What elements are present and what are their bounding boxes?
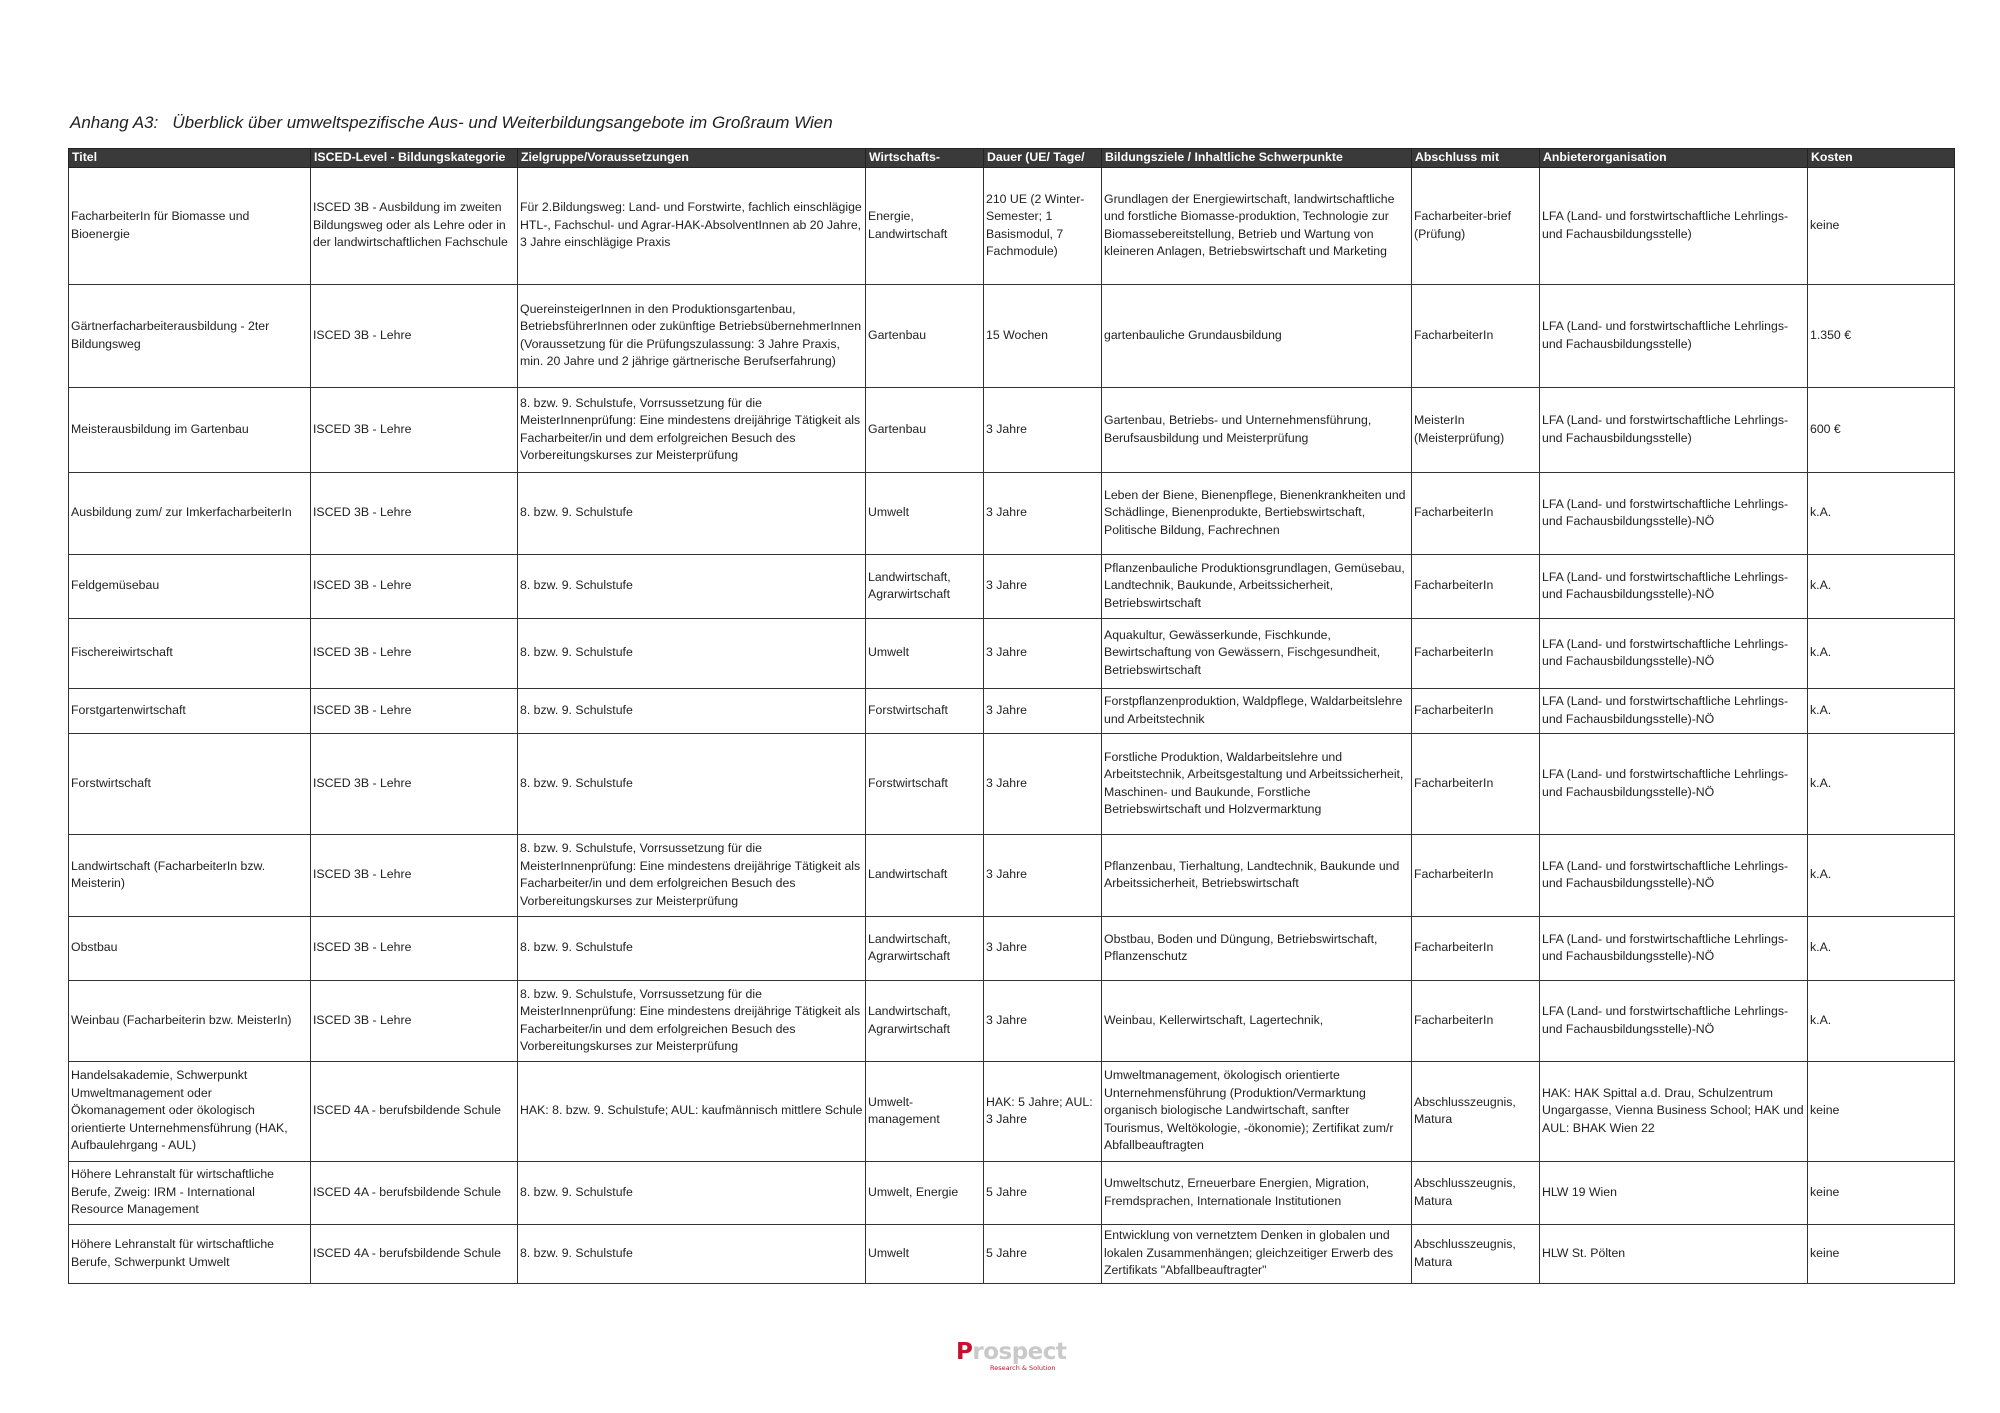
table-cell: Obstbau	[69, 916, 311, 980]
table-cell: Facharbeiter-brief (Prüfung)	[1412, 167, 1540, 284]
table-cell: LFA (Land- und forstwirtschaftliche Lehrlings- und Fachausbildungsstelle)-NÖ	[1540, 554, 1808, 618]
table-row	[69, 1061, 1955, 1161]
table-cell: 8. bzw. 9. Schulstufe, Vorrsussetzung für die MeisterInnenprüfung: Eine mindestens dreijährige Tätigkeit als Facharbeiter/in und dem erfolgreichen Besuch des Vorbereitungskurses zur Meisterprüfung	[518, 834, 866, 916]
table-cell: 8. bzw. 9. Schulstufe	[518, 618, 866, 688]
table-row	[69, 284, 1955, 387]
table-cell: Landwirtschaft, Agrarwirtschaft	[866, 916, 984, 980]
table-cell: Umwelt	[866, 1224, 984, 1283]
table-cell: keine	[1808, 1161, 1955, 1224]
table-cell: Höhere Lehranstalt für wirtschaftliche Berufe, Schwerpunkt Umwelt	[69, 1224, 311, 1283]
table-cell: Landwirtschaft, Agrarwirtschaft	[866, 554, 984, 618]
table-cell: Landwirtschaft	[866, 834, 984, 916]
table-cell: 5 Jahre	[984, 1161, 1102, 1224]
table-cell: Ausbildung zum/ zur ImkerfacharbeiterIn	[69, 472, 311, 554]
table-cell: 5 Jahre	[984, 1224, 1102, 1283]
table-cell: Höhere Lehranstalt für wirtschaftliche Berufe, Zweig: IRM - International Resource Management	[69, 1161, 311, 1224]
table-cell: Forstwirtschaft	[866, 733, 984, 834]
table-cell: Obstbau, Boden und Düngung, Betriebswirtschaft, Pflanzenschutz	[1102, 916, 1412, 980]
column-header: ISCED-Level - Bildungskategorie	[311, 149, 518, 168]
table-cell: 600 €	[1808, 387, 1955, 472]
table-cell: FacharbeiterIn	[1412, 834, 1540, 916]
table-cell: Gartenbau	[866, 387, 984, 472]
table-cell: ISCED 3B - Lehre	[311, 554, 518, 618]
table-row	[69, 554, 1955, 618]
table-cell: k.A.	[1808, 916, 1955, 980]
table-cell: Weinbau, Kellerwirtschaft, Lagertechnik,	[1102, 980, 1412, 1061]
table-cell: FacharbeiterIn	[1412, 284, 1540, 387]
table-cell: Aquakultur, Gewässerkunde, Fischkunde, Bewirtschaftung von Gewässern, Fischgesundheit, Betriebswirtschaft	[1102, 618, 1412, 688]
table-row	[69, 733, 1955, 834]
table-cell: k.A.	[1808, 834, 1955, 916]
table-cell: LFA (Land- und forstwirtschaftliche Lehrlings- und Fachausbildungsstelle)-NÖ	[1540, 733, 1808, 834]
table-cell: FacharbeiterIn	[1412, 554, 1540, 618]
table-cell: ISCED 3B - Lehre	[311, 733, 518, 834]
table-cell: Fischereiwirtschaft	[69, 618, 311, 688]
table-cell: FacharbeiterIn	[1412, 733, 1540, 834]
table-cell: HLW St. Pölten	[1540, 1224, 1808, 1283]
table-cell: LFA (Land- und forstwirtschaftliche Lehrlings- und Fachausbildungsstelle)	[1540, 387, 1808, 472]
table-row	[69, 1161, 1955, 1224]
table-row	[69, 618, 1955, 688]
table-cell: k.A.	[1808, 733, 1955, 834]
table-cell: ISCED 3B - Lehre	[311, 472, 518, 554]
table-cell: 3 Jahre	[984, 472, 1102, 554]
table-cell: HLW 19 Wien	[1540, 1161, 1808, 1224]
table-row	[69, 688, 1955, 733]
table-cell: Forstwirtschaft	[866, 688, 984, 733]
table-cell: ISCED 3B - Lehre	[311, 618, 518, 688]
table-cell: 3 Jahre	[984, 980, 1102, 1061]
table-cell: HAK: HAK Spittal a.d. Drau, Schulzentrum Ungargasse, Vienna Business School; HAK und AUL: BHAK Wien 22	[1540, 1061, 1808, 1161]
table-cell: FacharbeiterIn	[1412, 472, 1540, 554]
prospect-logo	[956, 1340, 1066, 1376]
column-header: Bildungsziele / Inhaltliche Schwerpunkte	[1102, 149, 1412, 168]
table-cell: Handelsakademie, Schwerpunkt Umweltmanagement oder Ökomanagement oder ökologisch orientierte Unternehmensführung (HAK, Aufbaulehrgang - AUL)	[69, 1061, 311, 1161]
table-cell: ISCED 4A - berufsbildende Schule	[311, 1061, 518, 1161]
table-cell: k.A.	[1808, 688, 1955, 733]
table-cell: Landwirtschaft, Agrarwirtschaft	[866, 980, 984, 1061]
table-cell: LFA (Land- und forstwirtschaftliche Lehrlings- und Fachausbildungsstelle)-NÖ	[1540, 834, 1808, 916]
table-cell: MeisterIn (Meisterprüfung)	[1412, 387, 1540, 472]
table-cell: Umwelt	[866, 618, 984, 688]
table-cell: LFA (Land- und forstwirtschaftliche Lehrlings- und Fachausbildungsstelle)-NÖ	[1540, 980, 1808, 1061]
table-cell: ISCED 3B - Lehre	[311, 980, 518, 1061]
table-cell: Gartenbau	[866, 284, 984, 387]
table-cell: 3 Jahre	[984, 834, 1102, 916]
table-cell: Landwirtschaft (FacharbeiterIn bzw. Meisterin)	[69, 834, 311, 916]
table-cell: Forstpflanzenproduktion, Waldpflege, Waldarbeitslehre und Arbeitstechnik	[1102, 688, 1412, 733]
table-cell: Gartenbau, Betriebs- und Unternehmensführung, Berufsausbildung und Meisterprüfung	[1102, 387, 1412, 472]
table-cell: FacharbeiterIn	[1412, 688, 1540, 733]
table-cell: 8. bzw. 9. Schulstufe	[518, 472, 866, 554]
table-cell: Umwelt	[866, 472, 984, 554]
table-cell: ISCED 3B - Lehre	[311, 916, 518, 980]
logo-wordmark: Prospect	[956, 1339, 1067, 1365]
table-cell: FacharbeiterIn für Biomasse und Bioenergie	[69, 167, 311, 284]
table-cell: 8. bzw. 9. Schulstufe	[518, 688, 866, 733]
table-cell: Umwelt, Energie	[866, 1161, 984, 1224]
table-cell: 8. bzw. 9. Schulstufe, Vorrsussetzung für die MeisterInnenprüfung: Eine mindestens dreijährige Tätigkeit als Facharbeiter/in und dem erfolgreichen Besuch des Vorbereitungskurses zur Meisterprüfung	[518, 387, 866, 472]
table-cell: FacharbeiterIn	[1412, 916, 1540, 980]
table-cell: LFA (Land- und forstwirtschaftliche Lehrlings- und Fachausbildungsstelle)-NÖ	[1540, 688, 1808, 733]
table-cell: 8. bzw. 9. Schulstufe	[518, 1224, 866, 1283]
table-cell: keine	[1808, 167, 1955, 284]
table-cell: Leben der Biene, Bienenpflege, Bienenkrankheiten und Schädlinge, Bienenprodukte, Bertiebswirtschaft, Politische Bildung, Fachrechnen	[1102, 472, 1412, 554]
table-cell: k.A.	[1808, 554, 1955, 618]
table-cell: HAK: 8. bzw. 9. Schulstufe; AUL: kaufmännisch mittlere Schule	[518, 1061, 866, 1161]
table-cell: Umwelt-management	[866, 1061, 984, 1161]
table-cell: Für 2.Bildungsweg: Land- und Forstwirte, fachlich einschlägige HTL-, Fachschul- und Agrar-HAK-AbsolventInnen ab 20 Jahre, 3 Jahre einschlägige Praxis	[518, 167, 866, 284]
table-cell: Weinbau (Facharbeiterin bzw. MeisterIn)	[69, 980, 311, 1061]
table-row	[69, 387, 1955, 472]
table-cell: 8. bzw. 9. Schulstufe	[518, 733, 866, 834]
column-header: Titel	[69, 149, 311, 168]
table-cell: keine	[1808, 1061, 1955, 1161]
table-cell: k.A.	[1808, 472, 1955, 554]
table-cell: Umweltschutz, Erneuerbare Energien, Migration, Fremdsprachen, Internationale Institutionen	[1102, 1161, 1412, 1224]
table-row	[69, 834, 1955, 916]
table-cell: 1.350 €	[1808, 284, 1955, 387]
table-cell: keine	[1808, 1224, 1955, 1283]
table-cell: LFA (Land- und forstwirtschaftliche Lehrlings- und Fachausbildungsstelle)-NÖ	[1540, 472, 1808, 554]
table-row	[69, 167, 1955, 284]
table-cell: 8. bzw. 9. Schulstufe	[518, 1161, 866, 1224]
table-cell: k.A.	[1808, 618, 1955, 688]
table-cell: Pflanzenbau, Tierhaltung, Landtechnik, Baukunde und Arbeitssicherheit, Betriebswirtschaft	[1102, 834, 1412, 916]
table-cell: 3 Jahre	[984, 916, 1102, 980]
table-cell: Entwicklung von vernetztem Denken in globalen und lokalen Zusammenhängen; gleichzeitiger Erwerb des Zertifikats "Abfallbeauftragter"	[1102, 1224, 1412, 1283]
table-cell: LFA (Land- und forstwirtschaftliche Lehrlings- und Fachausbildungsstelle)	[1540, 167, 1808, 284]
table-cell: ISCED 3B - Lehre	[311, 688, 518, 733]
table-cell: LFA (Land- und forstwirtschaftliche Lehrlings- und Fachausbildungsstelle)	[1540, 284, 1808, 387]
column-header: Anbieterorganisation	[1540, 149, 1808, 168]
table-cell: Abschlusszeugnis, Matura	[1412, 1161, 1540, 1224]
logo-tagline: Research & Solution	[990, 1364, 1056, 1372]
table-cell: Feldgemüsebau	[69, 554, 311, 618]
table-row	[69, 472, 1955, 554]
table-cell: 8. bzw. 9. Schulstufe	[518, 916, 866, 980]
table-cell: 3 Jahre	[984, 618, 1102, 688]
table-cell: Energie, Landwirtschaft	[866, 167, 984, 284]
table-cell: 15 Wochen	[984, 284, 1102, 387]
table-cell: Forstliche Produktion, Waldarbeitslehre und Arbeitstechnik, Arbeitsgestaltung und Arbeitssicherheit, Maschinen- und Baukunde, Forstliche Betriebswirtschaft und Holzvermarktung	[1102, 733, 1412, 834]
table-cell: 8. bzw. 9. Schulstufe	[518, 554, 866, 618]
table-cell: gartenbauliche Grundausbildung	[1102, 284, 1412, 387]
page-caption: Anhang A3: Überblick über umweltspezifische Aus- und Weiterbildungsangebote im Großraum Wien	[70, 113, 833, 132]
column-header: Wirtschafts-	[866, 149, 984, 168]
table-cell: Abschlusszeugnis, Matura	[1412, 1224, 1540, 1283]
table-cell: Umweltmanagement, ökologisch orientierte Unternehmensführung (Produktion/Vermarktung organisch biologische Landwirtschaft, sanfter Tourismus, Weltökologie, -ökonomie); Zertifikat zum/r Abfallbeauftragten	[1102, 1061, 1412, 1161]
table-cell: Gärtnerfacharbeiterausbildung - 2ter Bildungsweg	[69, 284, 311, 387]
offers-table	[68, 148, 1955, 1284]
table-cell: Forstgartenwirtschaft	[69, 688, 311, 733]
table-cell: QuereinsteigerInnen in den Produktionsgartenbau, BetriebsführerInnen oder zukünftige BetriebsübernehmerInnen (Voraussetzung für die Prüfungszulassung: 3 Jahre Praxis, min. 20 Jahre und 2 jährige gärtnerische Berufserfahrung)	[518, 284, 866, 387]
table-cell: Abschlusszeugnis, Matura	[1412, 1061, 1540, 1161]
column-header: Dauer (UE/ Tage/	[984, 149, 1102, 168]
table-cell: LFA (Land- und forstwirtschaftliche Lehrlings- und Fachausbildungsstelle)-NÖ	[1540, 618, 1808, 688]
table-cell: HAK: 5 Jahre; AUL: 3 Jahre	[984, 1061, 1102, 1161]
table-cell: 3 Jahre	[984, 688, 1102, 733]
table-cell: ISCED 3B - Ausbildung im zweiten Bildungsweg oder als Lehre oder in der landwirtschaftlichen Fachschule	[311, 167, 518, 284]
table-cell: Meisterausbildung im Gartenbau	[69, 387, 311, 472]
table-cell: FacharbeiterIn	[1412, 618, 1540, 688]
table-cell: LFA (Land- und forstwirtschaftliche Lehrlings- und Fachausbildungsstelle)-NÖ	[1540, 916, 1808, 980]
table-cell: 8. bzw. 9. Schulstufe, Vorrsussetzung für die MeisterInnenprüfung: Eine mindestens dreijährige Tätigkeit als Facharbeiter/in und dem erfolgreichen Besuch des Vorbereitungskurses zur Meisterprüfung	[518, 980, 866, 1061]
table-cell: 3 Jahre	[984, 387, 1102, 472]
table-cell: Forstwirtschaft	[69, 733, 311, 834]
table-cell: ISCED 4A - berufsbildende Schule	[311, 1161, 518, 1224]
table-row	[69, 916, 1955, 980]
table-header-row	[69, 149, 1955, 168]
column-header: Abschluss mit	[1412, 149, 1540, 168]
table-row	[69, 980, 1955, 1061]
table-cell: ISCED 3B - Lehre	[311, 387, 518, 472]
table-cell: 3 Jahre	[984, 733, 1102, 834]
table-cell: FacharbeiterIn	[1412, 980, 1540, 1061]
column-header: Kosten	[1808, 149, 1955, 168]
table-cell: Grundlagen der Energiewirtschaft, landwirtschaftliche und forstliche Biomasse-produktion, Technologie zur Biomassebereitstellung, Betrieb und Wartung von kleineren Anlagen, Betriebswirtschaft und Marketing	[1102, 167, 1412, 284]
table-cell: 3 Jahre	[984, 554, 1102, 618]
table-cell: 210 UE (2 Winter-Semester; 1 Basismodul, 7 Fachmodule)	[984, 167, 1102, 284]
table-cell: Pflanzenbauliche Produktionsgrundlagen, Gemüsebau, Landtechnik, Baukunde, Arbeitssicherheit, Betriebswirtschaft	[1102, 554, 1412, 618]
table-cell: ISCED 4A - berufsbildende Schule	[311, 1224, 518, 1283]
table-row	[69, 1224, 1955, 1283]
table-cell: k.A.	[1808, 980, 1955, 1061]
table-cell: ISCED 3B - Lehre	[311, 284, 518, 387]
table-cell: ISCED 3B - Lehre	[311, 834, 518, 916]
column-header: Zielgruppe/Voraussetzungen	[518, 149, 866, 168]
